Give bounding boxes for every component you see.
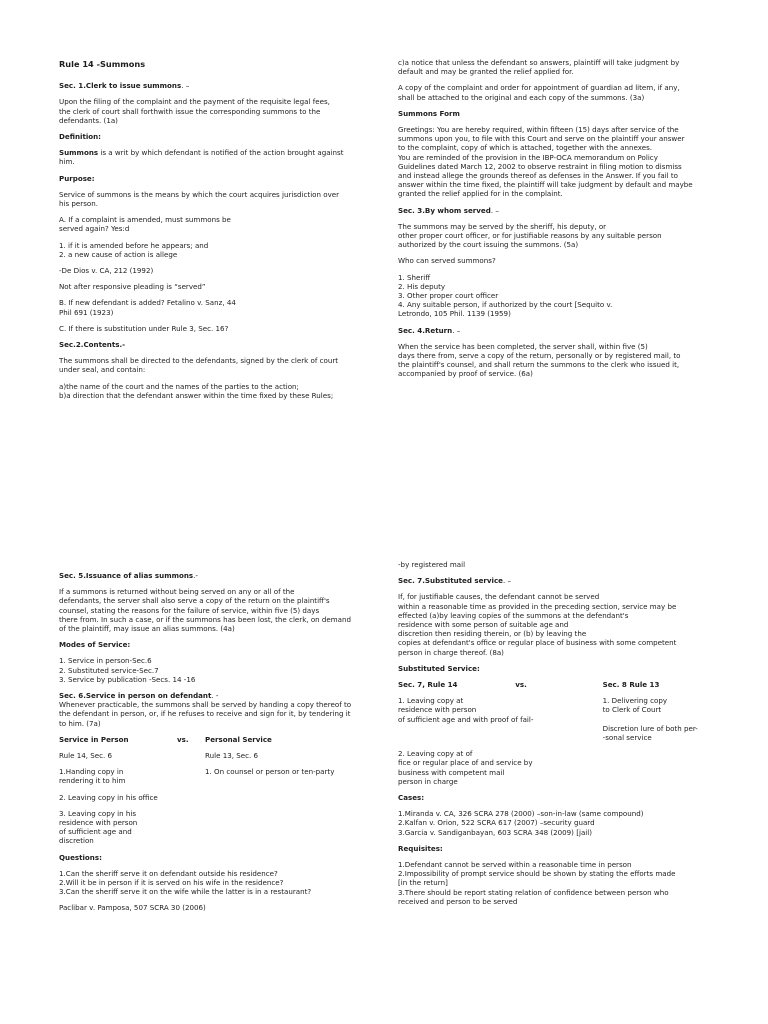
top-left-column: [59, 58, 359, 407]
questions-heading: Questions:: [59, 852, 102, 862]
cmp-cell: 1. Leaving copy at residence with person of sufficient age and with proof of fail-: [398, 696, 534, 724]
substituted-heading: Substituted Service:: [398, 663, 480, 673]
case-de-dios: -De Dios v. CA, 212 (1992): [59, 266, 154, 276]
document-title: Rule 14 -Summons: [59, 59, 146, 69]
sec1-heading-line: [59, 81, 359, 90]
cmp-head-right: Sec. 8 Rule 13: [602, 680, 660, 690]
sec6-heading-line: [59, 691, 359, 700]
sec7-heading: Sec. 7.Substituted service: [398, 576, 503, 586]
sec5-suffix: .-: [193, 571, 198, 580]
comparison-row: [59, 793, 359, 802]
summons-form-body: Greetings: You are hereby required, within fifteen (15) days after service of the summons upon you, to file with this Court and serve on the plaintiff your answer to the complaint, copy of which is attached, together with the annexes. You are reminded of the provision in the IBP-OCA memorandum on Policy Guidelines dated March 12, 2002 to observe restraint in filing motion to dismiss and instead allege the grounds thereof as defenses in the Answer. If you fail to answer within the time fixed, the plaintiff will take judgment by default and maybe granted the relief applied for in the complaint.: [398, 125, 693, 199]
definition-heading: Definition:: [59, 132, 102, 142]
page-bottom: [0, 560, 768, 1024]
who-question: Who can served summons?: [398, 256, 496, 266]
sec1-suffix: . –: [181, 81, 190, 91]
case-paclibar: Paclibar v. Pamposa, 507 SCRA 30 (2006): [59, 903, 206, 913]
sec1-heading: Sec. 1.Clerk to issue summons: [59, 81, 182, 91]
cmp-head-right: Personal Service: [205, 734, 272, 744]
sec5-heading: Sec. 5.Issuance of alias summons: [59, 571, 194, 580]
requisites-list: 1.Defendant cannot be served within a reasonable time in person 2.Impossibility of prompt service should be shown by stating the efforts made [in the return] 3.There should be report stating relation of confidence between person who received and person to be served: [398, 860, 676, 906]
sec3-heading: Sec. 3.By whom served: [398, 205, 491, 215]
purpose-heading: Purpose:: [59, 173, 95, 183]
cmp-spacer: [177, 767, 205, 785]
sec4-heading-line: [398, 326, 698, 335]
sec4-heading: Sec. 4.Return: [398, 325, 453, 335]
registered-mail-note: -by registered mail: [398, 560, 466, 569]
sec7-body: If, for justifiable causes, the defendant cannot be served within a reasonable time as provided in the preceding section, service may be effected (a)by leaving copies of the summons at the defendant's residence with some person of suitable age and discretion then residing therein, or (b) by leaving the copies at defendant's office or regular place of business with some competent person in charge thereof. (8a): [398, 592, 677, 657]
comparison-row: [59, 809, 359, 846]
comparison-row: [59, 751, 359, 760]
question-b: B. If new defendant is added? Fetalino v. Sanz, 44 Phil 691 (1923): [59, 298, 236, 317]
summons-form-heading: Summons Form: [398, 108, 460, 118]
question-a: A. If a complaint is amended, must summons be served again? Yes:d: [59, 215, 231, 234]
copy-note: A copy of the complaint and order for appointment of guardian ad litem, if any, shall be attached to the original and each copy of the summons. (3a): [398, 83, 680, 102]
sec7-heading-line: [398, 576, 698, 585]
sec6-heading: Sec. 6.Service in person on defendant: [59, 691, 212, 701]
cmp-cell: 2. Leaving copy at of fice or regular place of and service by business with competent mail person in charge: [398, 749, 533, 786]
question-a-list: 1. if it is amended before he appears; and 2. a new cause of action is allege: [59, 240, 209, 259]
sec2-body: The summons shall be directed to the defendants, signed by the clerk of court under seal, and contain:: [59, 356, 339, 375]
bottom-left-column: [59, 571, 359, 920]
sec7-suffix: . –: [503, 576, 512, 586]
requisites-heading: Requisites:: [398, 843, 443, 853]
cmp-cell: 1. On counsel or person or ten-party: [205, 767, 335, 777]
not-after-note: Not after responsive pleading is “served”: [59, 282, 206, 292]
page-top: [0, 0, 768, 500]
service-comparison-header: [59, 735, 359, 744]
sec3-suffix: . –: [490, 205, 499, 215]
sec3-heading-line: [398, 206, 698, 215]
who-list: 1. Sheriff 2. His deputy 3. Other proper court officer 4. Any suitable person, if authorized by the court [Sequito v. Letrondo, 105 Phil. 1139 (1959): [398, 272, 613, 319]
questions-list: 1.Can the sheriff serve it on defendant outside his residence? 2.Will it be in person if it is served on his wife in the residence? 3.Can the sheriff serve it on the wife while the latter is in a restaurant?: [59, 868, 312, 897]
modes-heading: Modes of Service:: [59, 640, 131, 650]
comparison-row: [398, 696, 698, 742]
sec6-body: Whenever practicable, the summons shall be served by handing a copy thereof to the defendant in person, or, if he refuses to receive and sign for it, by tendering it to him. (7a): [59, 700, 352, 728]
purpose-body: Service of summons is the means by which the court acquires jurisdiction over his person.: [59, 189, 340, 209]
definition-body: is a writ by which defendant is notified of the action brought against him.: [59, 148, 344, 167]
modes-list: 1. Service in person-Sec.6 2. Substituted service-Sec.7 3. Service by publication -Secs. 14 -16: [59, 656, 196, 684]
definition-body-line: [59, 148, 359, 166]
item-c: c)a notice that unless the defendant so answers, plaintiff will take judgment by default and may be granted the relief applied for.: [398, 58, 680, 77]
cmp-head-left: Sec. 7, Rule 14: [398, 680, 458, 690]
sec2-items: a)the name of the court and the names of the parties to the action; b)a direction that the defendant answer within the time fixed by these Rules;: [59, 381, 334, 400]
cmp-cell: 1.Handing copy in rendering it to him: [59, 767, 126, 786]
comparison-row: [398, 749, 698, 786]
top-right-column: [398, 58, 698, 386]
cases-list: 1.Miranda v. CA, 326 SCRA 278 (2000) –son-in-law (same compound) 2.Kalfan v. Orion, 522 SCRA 617 (2007) –security guard 3.Garcia v. Sandiganbayan, 603 SCRA 348 (2009) [jail): [398, 809, 644, 837]
cmp-head-left: Service in Person: [59, 734, 129, 744]
sec5-body: If a summons is returned without being served on any or all of the defendants, the server shall also serve a copy of the return on the plaintiff's counsel, stating the reasons for the failure of service, within five (5) days there from. In such a case, or if the summons has been lost, the clerk, on demand of the plaintiff, may issue an alias summons. (4a): [59, 587, 352, 634]
sec4-body: When the service has been completed, the server shall, within five (5) days there from, serve a copy of the return, personally or by registered mail, to the plaintiff's counsel, and shall return the summons to the clerk who issued it, accompanied by proof of service. (6a): [398, 341, 681, 379]
comparison-row: [59, 767, 359, 785]
cmp-cell: 3. Leaving copy in his residence with person of sufficient age and discretion: [59, 808, 138, 846]
definition-term: Summons: [59, 148, 99, 158]
cmp-cell: 1. Delivering copy to Clerk of Court Discretion lure of both per- -sonal service: [602, 696, 698, 743]
question-c: C. If there is substitution under Rule 3, Sec. 16?: [59, 323, 229, 333]
bottom-right-column: [398, 560, 698, 913]
substituted-comparison-header: [398, 680, 698, 689]
sec4-suffix: . –: [452, 325, 461, 335]
cmp-spacer: [177, 751, 205, 760]
cmp-head-vs: vs.: [177, 734, 189, 744]
sec5-heading-line: [59, 571, 359, 580]
cmp-cell: 2. Leaving copy in his office: [59, 792, 158, 802]
sec6-suffix: . -: [211, 691, 219, 701]
cmp-head-vs: vs.: [515, 680, 527, 690]
cmp-cell: Rule 14, Sec. 6: [59, 751, 113, 761]
sec3-body: The summons may be served by the sheriff, his deputy, or other proper court officer, or for justifiable reasons by any suitable person authorized by the court issuing the summons. (5a): [398, 221, 662, 250]
cases-heading: Cases:: [398, 793, 425, 803]
sec1-body: Upon the filing of the complaint and the payment of the requisite legal fees, the clerk of court shall forthwith issue the corresponding summons to the defendants. (1a): [59, 97, 330, 125]
sec2-heading: Sec.2.Contents.-: [59, 340, 126, 350]
cmp-cell: Rule 13, Sec. 6: [205, 751, 259, 761]
